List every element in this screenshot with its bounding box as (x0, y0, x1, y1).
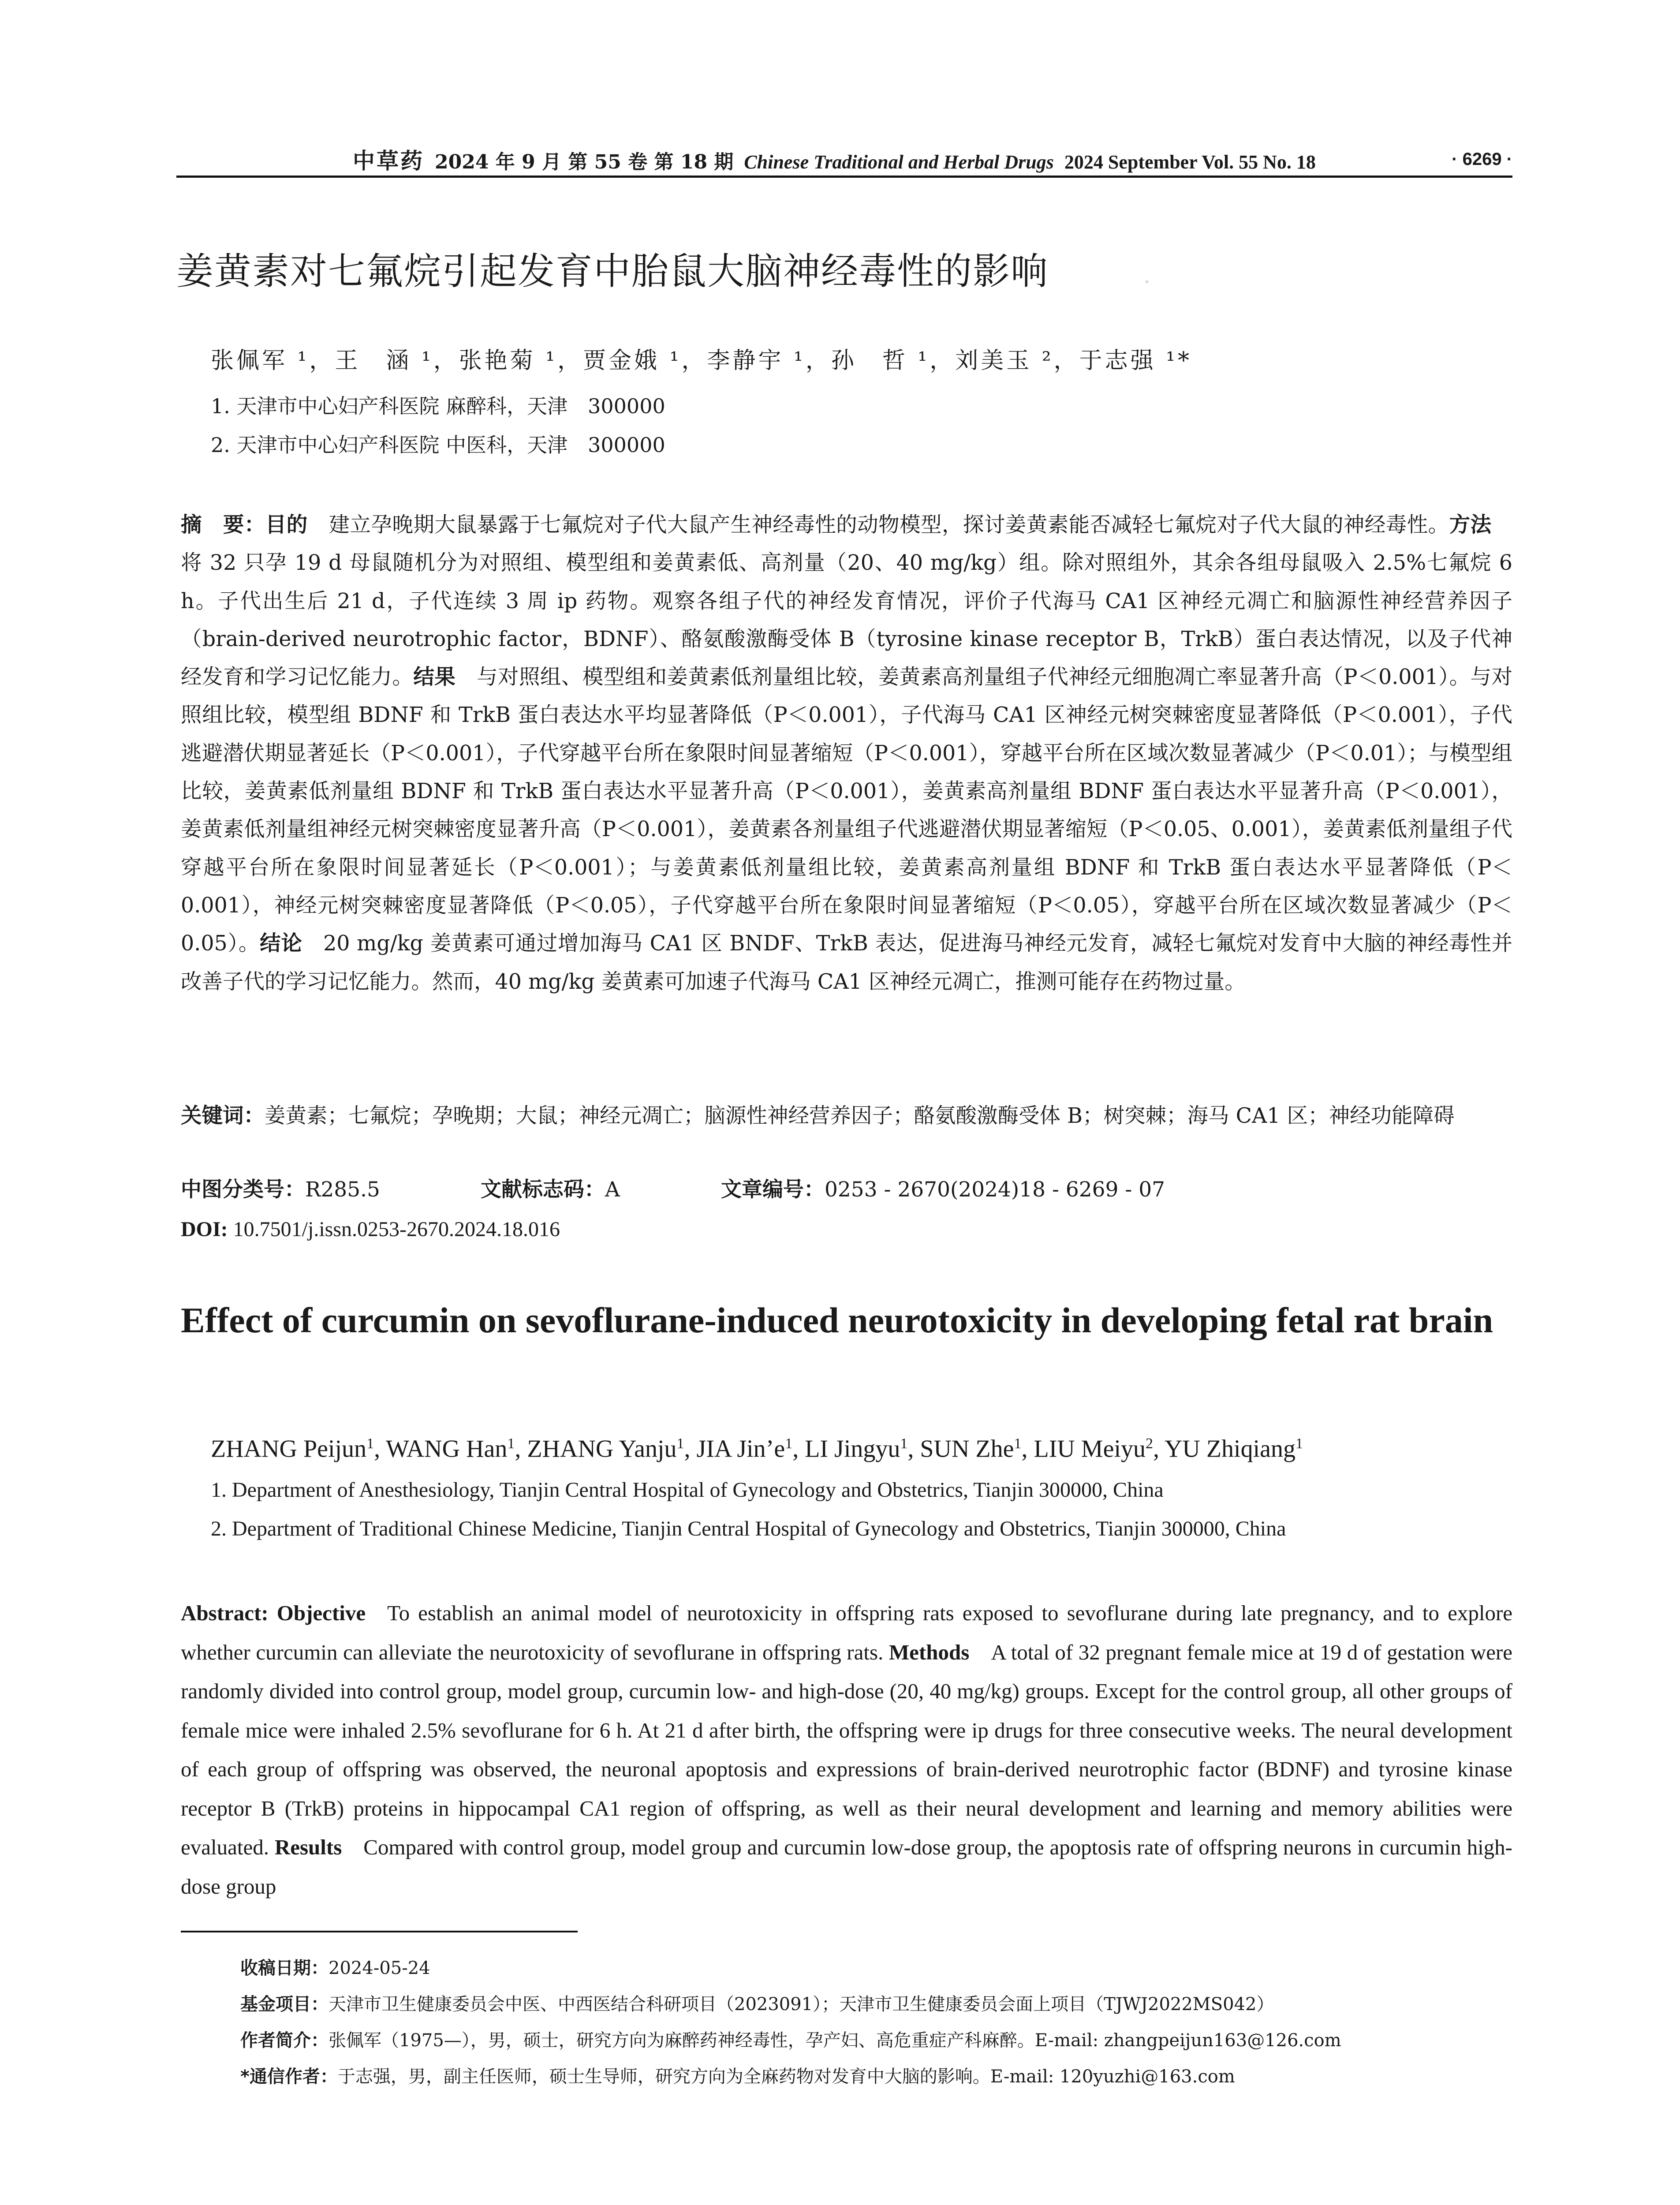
doi-value[interactable]: 10.7501/j.issn.0253-2670.2024.18.016 (233, 1218, 560, 1241)
title-mark (1146, 280, 1148, 283)
title-en: Effect of curcumin on sevoflurane-induced neurotoxicity in developing fetal rat brain (181, 1300, 1493, 1340)
abstract-cn-label: 摘 要： (181, 513, 265, 537)
page-number: · 6269 · (1452, 149, 1512, 169)
doi-line (181, 1214, 1512, 1245)
journal-name-en: Chinese Traditional and Herbal Drugs (744, 151, 1054, 173)
issue-cn: 2024 年 9 月 第 55 卷 第 18 期 (435, 151, 734, 173)
article-no-value: 0253 - 2670(2024)18 - 6269 - 07 (825, 1177, 1165, 1202)
author-en: YU Zhiqiang (1164, 1435, 1295, 1463)
running-header (176, 144, 1512, 175)
doi-label: DOI: (181, 1218, 228, 1241)
methods-label-en: Methods (889, 1640, 970, 1664)
methods-label-cn: 方法 (1449, 513, 1492, 537)
author-en: JIA Jin’e (696, 1435, 785, 1463)
classification-line (181, 1174, 1512, 1206)
doc-code-value: A (605, 1177, 620, 1202)
author-sup: 2 (1146, 1435, 1154, 1452)
author-en: LI Jingyu (805, 1435, 900, 1463)
keywords-label: 关键词： (181, 1104, 265, 1128)
affiliation-cn-2: 2. 天津市中心妇产科医院 中医科，天津 300000 (211, 433, 665, 457)
keywords-cn (181, 1097, 1512, 1135)
journal-name-cn: 中草药 (353, 148, 424, 174)
author-sup: 1 (1295, 1435, 1303, 1452)
methods-cn: 将 32 只孕 19 d 母鼠随机分为对照组、模型组和姜黄素低、高剂量（20、40 mg/kg）组。除对照组外，其余各组母鼠吸入 2.5%七氟烷 6 h。子代出生后 21 d，子代连续 3 周 ip 药物。观察各组子代的神经发育情况，评价子代海马 CA1 区神经元凋亡和脑源性神经营养因子（brain-derived neurotrophic factor，BDNF）、酪氨酸激酶受体 B（tyrosine kinase receptor B，TrkB）蛋白表达情况，以及子代神经发育和学习记忆能力。 (181, 551, 1512, 690)
footnote-label: *通信作者： (240, 2067, 338, 2087)
author-sup: 1 (785, 1435, 793, 1452)
footnote-label: 基金项目： (240, 1994, 329, 2014)
issue-en: 2024 September Vol. 55 No. 18 (1064, 151, 1316, 173)
author-sup: 1 (366, 1435, 374, 1452)
author-en: ZHANG Yanju (527, 1435, 677, 1463)
affiliation-cn-1: 1. 天津市中心妇产科医院 麻醉科，天津 300000 (211, 394, 665, 418)
footnote-funding (240, 1986, 1515, 2022)
authors-en: ZHANG Peijun$^1$, WANG Han$^1$, ZHANG Yanju$^1$, JIA $Jin’e^1$, LI Jingyu$^1$, SUN Zhe$^1$, LIU Meiyu$^2$, YU Zhiqiang$^1$ (211, 1435, 1303, 1463)
footnote-label: 作者简介： (240, 2030, 329, 2051)
clc-value: R285.5 (305, 1177, 380, 1202)
conclusion-cn: 20 mg/kg 姜黄素可通过增加海马 CA1 区 BNDF、TrkB 表达，促进海马神经元发育，减轻七氟烷对发育中大脑的神经毒性并改善子代的学习记忆能力。然而，40 mg/kg 姜黄素可加速子代海马 CA1 区神经元凋亡，推测可能存在药物过量。 (181, 931, 1513, 994)
keywords-text: 姜黄素；七氟烷；孕晚期；大鼠；神经元凋亡；脑源性神经营养因子；酪氨酸激酶受体 B；树突棘；海马 CA1 区；神经功能障碍 (265, 1104, 1455, 1128)
abstract-en-label: Abstract: Objective (181, 1601, 366, 1625)
footnote-author-bio (240, 2022, 1515, 2059)
author-sup: 1 (676, 1435, 684, 1452)
author-en: LIU Meiyu (1034, 1435, 1146, 1463)
conclusion-label-cn: 结论 (260, 931, 302, 956)
affiliation-en-2: 2. Department of Traditional Chinese Medicine, Tianjin Central Hospital of Gynecology and Obstetrics, Tianjin 300000, China (211, 1517, 1286, 1540)
author-en: ZHANG Peijun (211, 1435, 367, 1463)
affiliation-en-1: 1. Department of Anesthesiology, Tianjin Central Hospital of Gynecology and Obstetrics, Tianjin 300000, China (211, 1478, 1164, 1502)
title-cn: 姜黄素对七氟烷引起发育中胎鼠大脑神经毒性的影响 (176, 250, 1049, 293)
author-sup: 1 (1014, 1435, 1022, 1452)
author-sup: 1 (507, 1435, 515, 1452)
footnote-text: 于志强，男，副主任医师，硕士生导师，研究方向为全麻药物对发育中大脑的影响。E-mail: 120yuzhi@163.com (337, 2067, 1235, 2087)
article-no-label: 文章编号： (721, 1177, 825, 1202)
methods-en: A total of 32 pregnant female mice at 19 d of gestation were randomly divided into control group, model group, curcumin low- and high-dose (20, 40 mg/kg) groups. Except for the control group, all other groups of female mice were inhaled 2.5% sevoflurane for 6 h. At 21 d after birth, the offspring were ip drugs for three consecutive weeks. The neural development of each group of offspring was observed, the neuronal apoptosis and expressions of brain-derived neurotrophic factor (BDNF) and tyrosine kinase receptor B (TrkB) proteins in hippocampal CA1 region of offspring, as well as their neural development and learning and memory abilities were evaluated. (181, 1640, 1513, 1859)
author-sup: 1 (900, 1435, 908, 1452)
objective-label-cn: 目的 (265, 513, 308, 537)
results-en: Compared with control group, model group and curcumin low-dose group, the apoptosis rate of offspring neurons in curcumin high-dose group (181, 1835, 1513, 1899)
footnote-text: 2024-05-24 (329, 1958, 430, 1978)
abstract-cn (181, 506, 1512, 1001)
header-rule (176, 176, 1512, 178)
footnote-corresponding (240, 2059, 1515, 2095)
footnote-received (240, 1950, 1515, 1986)
doc-code-label: 文献标志码： (481, 1177, 605, 1202)
author-en: SUN Zhe (920, 1435, 1014, 1463)
objective-en: To establish an animal model of neurotoxicity in offspring rats exposed to sevoflurane during late pregnancy, and to explore whether curcumin can alleviate the neurotoxicity of sevoflurane in offspring rats. (181, 1601, 1513, 1664)
footnote-text: 天津市卫生健康委员会中医、中西医结合科研项目（2023091）；天津市卫生健康委员会面上项目（TJWJ2022MS042） (329, 1994, 1274, 2014)
results-cn: 与对照组、模型组和姜黄素低剂量组比较，姜黄素高剂量组子代神经元细胞凋亡率显著升高（P＜0.001）。与对照组比较，模型组 BDNF 和 TrkB 蛋白表达水平均显著降低（P＜0.001），子代海马 CA1 区神经元树突棘密度显著降低（P＜0.001），子代逃避潜伏期显著延长（P＜0.001），子代穿越平台所在象限时间显著缩短（P＜0.001），穿越平台所在区域次数显著减少（P＜0.01）；与模型组比较，姜黄素低剂量组 BDNF 和 TrkB 蛋白表达水平显著升高（P＜0.001），姜黄素高剂量组 BDNF 蛋白表达水平显著升高（P＜0.001），姜黄素低剂量组神经元树突棘密度显著升高（P＜0.001），姜黄素各剂量组子代逃避潜伏期显著缩短（P＜0.05、0.001），姜黄素低剂量组子代穿越平台所在象限时间显著延长（P＜0.001）；与姜黄素低剂量组比较，姜黄素高剂量组 BDNF 和 TrkB 蛋白表达水平显著降低（P＜0.001），神经元树突棘密度显著降低（P＜0.05），子代穿越平台所在象限时间显著缩短（P＜0.05），穿越平台所在区域次数显著减少（P＜0.05）。 (181, 665, 1512, 956)
header-left (353, 143, 1316, 175)
authors-cn: 张佩军 ¹，王 涵 ¹，张艳菊 ¹，贾金娥 ¹，李静宇 ¹，孙 哲 ¹，刘美玉 ²，于志强 ¹* (211, 348, 1192, 374)
abstract-en (181, 1594, 1512, 1906)
results-label-cn: 结果 (413, 665, 456, 690)
results-label-en: Results (274, 1835, 342, 1859)
objective-cn: 建立孕晚期大鼠暴露于七氟烷对子代大鼠产生神经毒性的动物模型，探讨姜黄素能否减轻七氟烷对子代大鼠的神经毒性。 (329, 513, 1449, 537)
author-en: WANG Han (386, 1435, 508, 1463)
footnote-text: 张佩军（1975—），男，硕士，研究方向为麻醉药神经毒性，孕产妇、高危重症产科麻醉。E-mail: zhangpeijun163@126.com (329, 2030, 1341, 2051)
clc-label: 中图分类号： (181, 1177, 305, 1202)
footnotes (240, 1950, 1515, 2095)
footnote-rule (181, 1931, 578, 1932)
footnote-label: 收稿日期： (240, 1958, 329, 1978)
